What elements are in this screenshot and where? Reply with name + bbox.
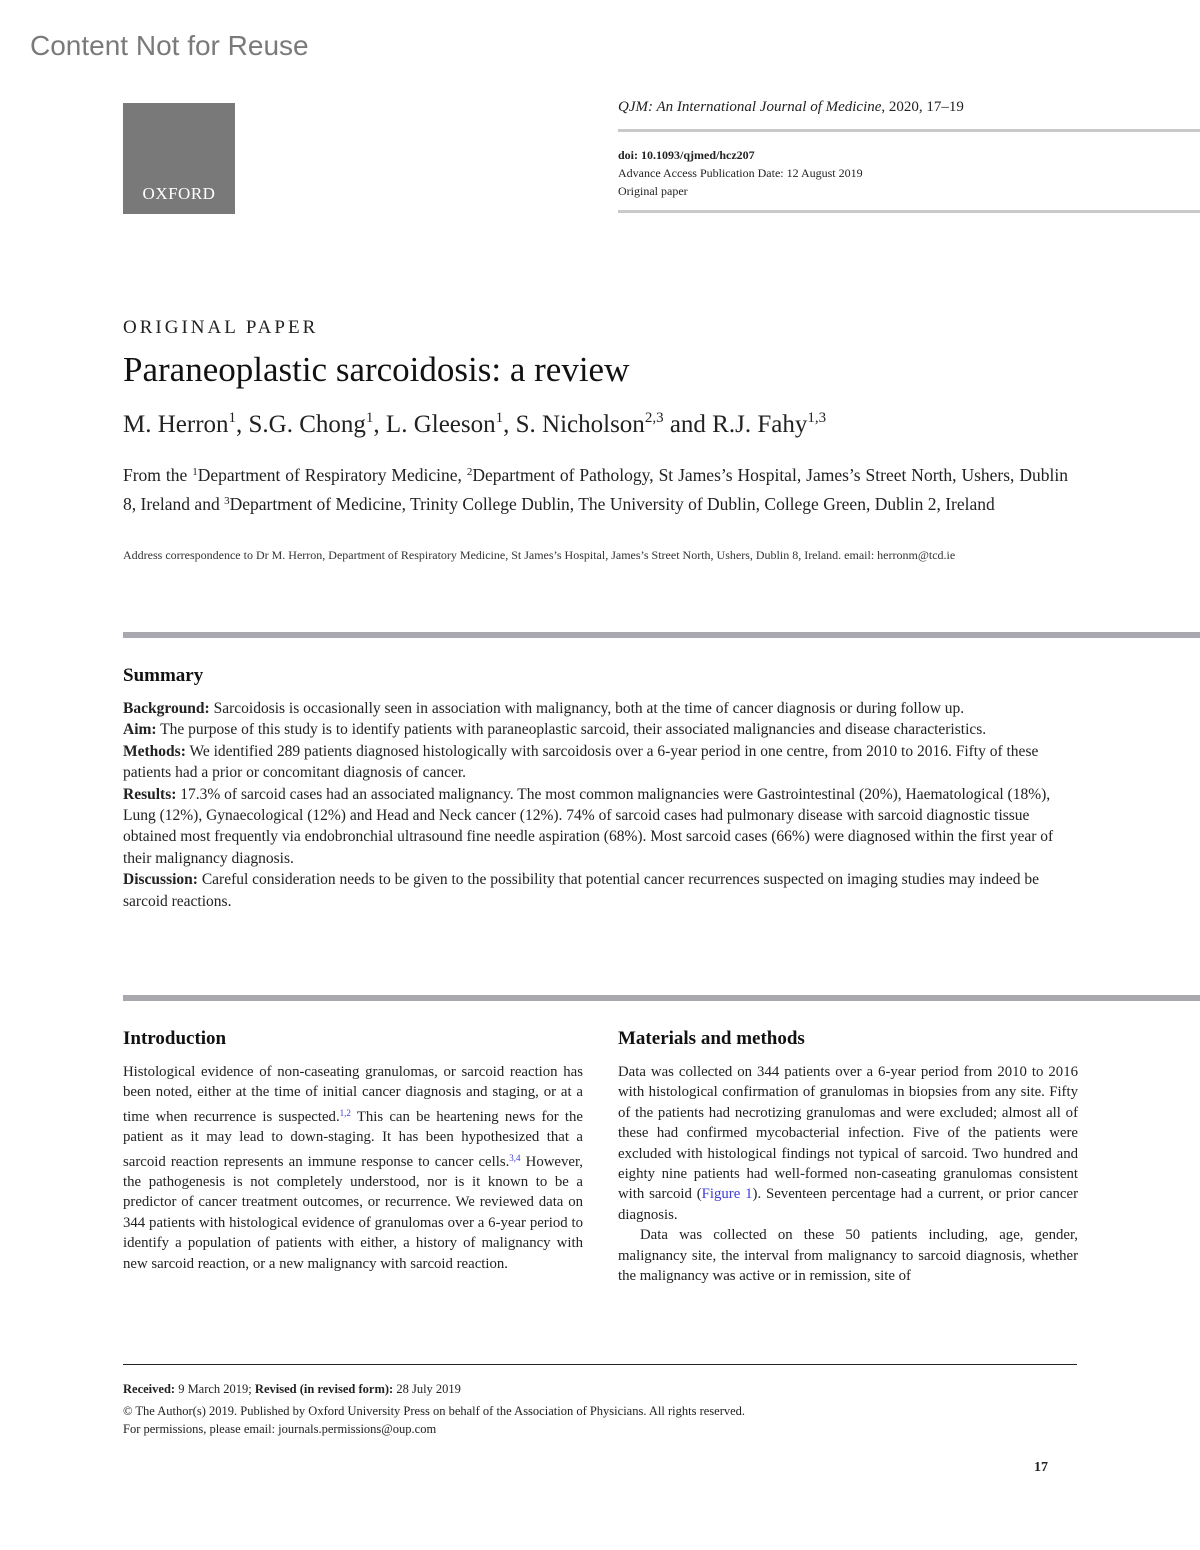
logo-text: OXFORD <box>142 184 216 203</box>
methods-heading: Materials and methods <box>618 1028 805 1049</box>
summary-rule-top <box>123 632 1200 638</box>
affiliations: From the $^1$Department of Respiratory Medicine, $^2$Department of Pathology, St James’s Hospital, James’s Street North, Ushers, Dublin 8, Ireland and $^3$Department of Medicine, Trinity College Dublin, The University of Dublin, College Green, Dublin 2, Ireland <box>123 465 1068 514</box>
header-rule-top <box>618 129 1200 132</box>
author-name[interactable]: S. Nicholson <box>515 411 645 438</box>
footer <box>123 1379 745 1438</box>
summary-background: Background: Sarcoidosis is occasionally seen in association with malignancy, both at the time of cancer diagnosis or during follow up. <box>123 700 965 717</box>
summary-heading: Summary <box>123 665 204 686</box>
page-number: 17 <box>1034 1460 1048 1475</box>
summary-abstract <box>123 698 1068 912</box>
introduction-text: Histological evidence of non-caseating granulomas, or sarcoid reaction has been noted, either at the time of initial cancer diagnosis and staging, or at a time when recurrence is suspected.$^{1,2}$ This can be heartening news for the patient as it may lead to down-staging. It has been hypothesized that a sarcoid reaction represents an immune response to cancer cells.$^{3,4}$ However, the pathogenesis is not completely understood, nor is it known to be a predictor of cancer treatment outcomes, or recurrence. We reviewed data on 344 patients with histological evidence of granulomas over a 6-year period to identify a population of patients with either, a history of malignancy with new sarcoid reaction, or a new malignancy with sarcoid reaction. <box>123 1064 583 1272</box>
article-type: Original paper <box>618 184 688 198</box>
summary-results: Results: 17.3% of sarcoid cases had an associated malignancy. The most common malignancies were Gastrointestinal (20%), Haematological (18%), Lung (12%), Gynaecological (12%) and Head and Neck cancer (12%). 74% of sarcoid cases had pulmonary disease with sarcoid diagnostic tissue obtained most frequently via endobronchial ultrasound fine needle aspiration (68%). Most sarcoid cases (66%) were diagnosed within the first year of their malignancy diagnosis. <box>123 785 1054 867</box>
watermark: Content Not for Reuse <box>30 30 309 61</box>
correspondence-address: Address correspondence to Dr M. Herron, Department of Respiratory Medicine, St James’s Hospital, James’s Street North, Ushers, Dublin 8, Ireland. email: herronm@tcd.ie <box>123 548 956 562</box>
author-name[interactable]: L. Gleeson <box>385 411 496 438</box>
methods-paragraph: Data was collected on these 50 patients including, age, gender, malignancy site, the interval from malignancy to sarcoid diagnosis, whether the malignancy was active or in remission, site of <box>618 1227 1078 1285</box>
summary-discussion: Discussion: Careful consideration needs to be given to the possibility that potential cancer recurrences suspected on imaging studies may indeed be sarcoid reactions. <box>123 871 1039 910</box>
author-affiliation-ref: 1 <box>228 410 237 426</box>
publication-info <box>618 146 863 200</box>
author-affiliation-ref: 2,3 <box>644 410 664 426</box>
advance-access-date: Advance Access Publication Date: 12 August 2019 <box>618 166 863 180</box>
copyright-notice: © The Author(s) 2019. Published by Oxford University Press on behalf of the Association of Physicians. All rights reserved. <box>123 1404 746 1418</box>
doi[interactable]: doi: 10.1093/qjmed/hcz207 <box>618 148 755 162</box>
footer-rule <box>123 1364 1077 1365</box>
paper-title: Paraneoplastic sarcoidosis: a review <box>123 350 630 389</box>
author-name[interactable]: M. Herron <box>123 411 229 438</box>
author-list: M. Herron$^1$, S.G. Chong$^1$, L. Gleeson$^1$, S. Nicholson$^{2,3}$ and R.J. Fahy$^{1,3}$ <box>123 410 827 438</box>
author-affiliation-ref: 1 <box>365 410 374 426</box>
author-name[interactable]: R.J. Fahy <box>712 411 808 438</box>
author-affiliation-ref: 1,3 <box>807 410 827 426</box>
permissions-notice: For permissions, please email: journals.permissions@oup.com <box>123 1422 437 1436</box>
summary-aim: Aim: The purpose of this study is to identify patients with paraneoplastic sarcoid, their associated malignancies and disease characteristics. <box>123 721 987 739</box>
author-affiliation-ref: 1 <box>495 410 504 426</box>
methods-text <box>618 1062 1078 1286</box>
figure-link[interactable]: Figure 1 <box>701 1186 753 1203</box>
introduction-heading: Introduction <box>123 1028 227 1049</box>
header-rule-bottom <box>618 210 1200 213</box>
journal-name: QJM: An International Journal of Medicine <box>618 99 882 115</box>
journal-year-pages: , 2020, 17–19 <box>881 99 964 115</box>
methods-paragraph: Data was collected on 344 patients over a 6-year period from 2010 to 2016 with histological confirmation of granulomas in biopsies from any site. Fifty of the patients had necrotizing granulomas and were excluded; almost all of these had confirmed mycobacterial infection. Five of the patients were excluded with histological findings not typical of sarcoid. Two hundred and eighty nine patients had well-formed non-caseating granulomas consistent with sarcoid (Figure 1). Seventeen percentage had a current, or prior cancer diagnosis. <box>618 1064 1078 1223</box>
citation-link[interactable]: 1,2 <box>339 1107 351 1118</box>
author-name[interactable]: S.G. Chong <box>248 411 366 438</box>
section-label: ORIGINAL PAPER <box>123 317 319 338</box>
summary-methods: Methods: We identified 289 patients diagnosed histologically with sarcoidosis over a 6-year period in one centre, from 2010 to 2016. Fifty of these patients had a prior or concomitant diagnosis of cancer. <box>123 742 1039 782</box>
summary-rule-bottom <box>123 995 1200 1001</box>
received-dates: Received: 9 March 2019; Revised (in revised form): 28 July 2019 <box>123 1382 461 1396</box>
oxford-logo <box>123 103 235 214</box>
citation-link[interactable]: 3,4 <box>509 1152 521 1163</box>
journal-citation <box>618 99 964 116</box>
